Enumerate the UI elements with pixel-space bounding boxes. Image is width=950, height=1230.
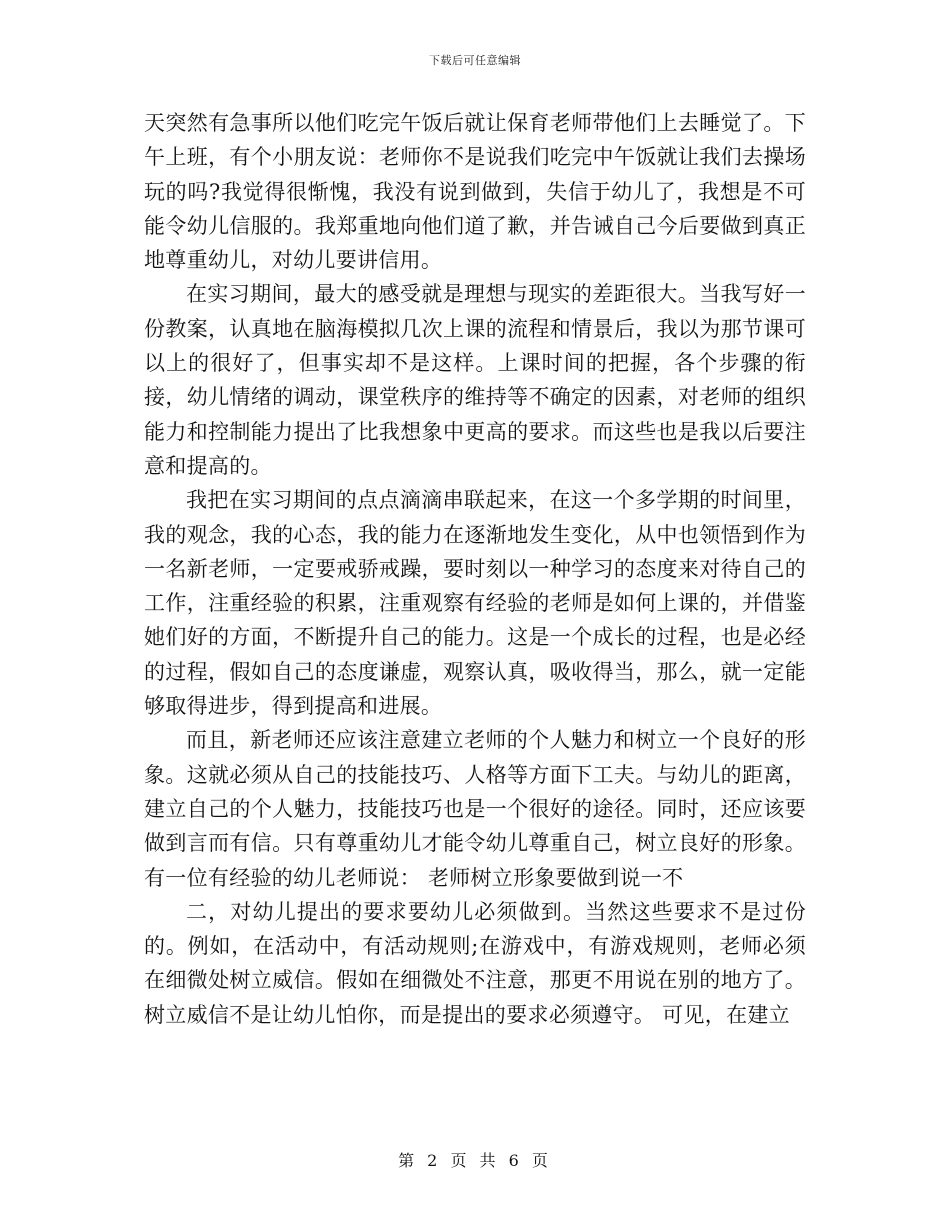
paragraph-4: 而且，新老师还应该注意建立老师的个人魅力和树立一个良好的形象。这就必须从自己的技能技巧、人格等方面下工夫。与幼儿的距离，建立自己的个人魅力，技能技巧也是一个很好的途径。同时，还应该要做到言而有信。只有尊重幼儿才能令幼儿尊重自己，树立良好的形象。有一位有经验的幼儿老师说： 老师树立形象要做到说一不 [144, 728, 806, 890]
document-body [144, 106, 806, 1032]
page-header: 下载后可任意编辑 [429, 54, 521, 67]
paragraph-2: 在实习期间，最大的感受就是理想与现实的差距很大。当我写好一份教案，认真地在脑海模拟几次上课的流程和情景后，我以为那节课可以上的很好了，但事实却不是这样。上课时间的把握，各个步骤的衔接，幼儿情绪的调动，课堂秩序的维持等不确定的因素，对老师的组织能力和控制能力提出了比我想象中更高的要求。而这些也是我以后要注意和提高的。 [144, 282, 806, 478]
page-number-footer: 第 2 页 共 6 页 [398, 1151, 552, 1170]
paragraph-1: 天突然有急事所以他们吃完午饭后就让保育老师带他们上去睡觉了。下午上班，有个小朋友说：老师你不是说我们吃完中午饭就让我们去操场玩的吗?我觉得很惭愧，我没有说到做到，失信于幼儿了，我想是不可能令幼儿信服的。我郑重地向他们道了歉，并告诫自己今后要做到真正地尊重幼儿，对幼儿要讲信用。 [144, 111, 806, 273]
paragraph-5: 二，对幼儿提出的要求要幼儿必须做到。当然这些要求不是过份的。例如，在活动中，有活动规则;在游戏中，有游戏规则，老师必须在细微处树立威信。假如在细微处不注意，那更不用说在别的地方了。树立威信不是让幼儿怕你，而是提出的要求必须遵守。 可见，在建立 [144, 899, 806, 1027]
paragraph-3: 我把在实习期间的点点滴滴串联起来，在这一个多学期的时间里，我的观念，我的心态，我的能力在逐渐地发生变化，从中也领悟到作为一名新老师，一定要戒骄戒躁，要时刻以一种学习的态度来对待自己的工作，注重经验的积累，注重观察有经验的老师是如何上课的，并借鉴她们好的方面，不断提升自己的能力。这是一个成长的过程，也是必经的过程，假如自己的态度谦虚，观察认真，吸收得当，那么，就一定能够取得进步，得到提高和进展。 [144, 488, 806, 719]
